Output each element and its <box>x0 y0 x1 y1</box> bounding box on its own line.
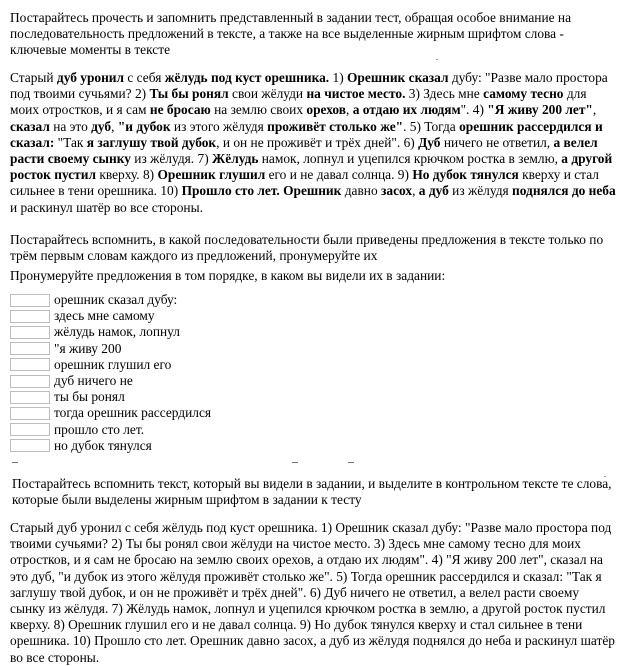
bold-keyword: а велел расти своему сынку <box>10 134 598 167</box>
story-text: 1) <box>329 70 348 85</box>
story-with-bold-keywords <box>10 70 616 216</box>
bold-keyword: дуб <box>91 118 112 134</box>
story-text: , <box>592 102 597 118</box>
story-text: "Так <box>54 134 87 150</box>
order-number-input[interactable] <box>10 326 50 339</box>
bold-keyword: а отдаю их людям <box>352 102 461 118</box>
bold-keyword: орешник рассердился и сказал: <box>10 118 603 150</box>
order-number-input[interactable] <box>10 407 50 420</box>
story-text: кверху и стал сильнее в тени орешника. 10) <box>10 167 599 199</box>
control-instruction: Постарайтесь вспомнить текст, который вы видели в задании, и выделите в контрольном тексте те слова, которые были выделены жирным шрифтом в задании к тесту <box>12 476 612 508</box>
story-text: с себя <box>124 70 165 85</box>
bold-keyword: орехов <box>306 102 346 118</box>
numbering-row <box>10 308 410 324</box>
bold-keyword: засох <box>381 183 413 199</box>
bold-keyword: дуб уронил <box>56 70 125 85</box>
story-text: свои жёлуди <box>228 86 307 102</box>
bold-keyword: я заглушу твой дубок <box>86 134 217 150</box>
sentence-start-label: но дубок тянулся <box>54 437 152 453</box>
story-text: , и он не проживёт и трёх дней". 6) <box>216 134 419 150</box>
bold-keyword: проживёт столько же" <box>267 118 404 134</box>
order-number-input[interactable] <box>10 391 50 404</box>
bold-keyword: а дуб <box>418 183 449 199</box>
bold-keyword: самому тесно <box>483 86 564 102</box>
order-number-input[interactable] <box>10 342 50 355</box>
story-text: , <box>111 118 118 134</box>
story-text: намок, лопнул и уцепился крючком ростка в землю, <box>258 151 562 167</box>
numbering-row <box>10 389 410 405</box>
numbering-row <box>10 438 410 454</box>
numbering-row <box>10 324 410 340</box>
story-text: его и не давал солнца. 9) <box>265 167 413 183</box>
sentence-start-label: жёлудь намок, лопнул <box>54 324 180 340</box>
story-text: на землю своих <box>210 102 307 118</box>
bold-keyword: Жёлудь <box>212 151 259 167</box>
divider-mark <box>292 462 298 463</box>
story-text: , <box>346 102 353 118</box>
order-number-input[interactable] <box>10 358 50 371</box>
order-number-input[interactable] <box>10 294 50 307</box>
divider-mark <box>348 462 354 463</box>
bold-keyword: Орешник глушил <box>157 167 266 183</box>
story-text: Старый <box>10 70 57 85</box>
sentence-start-label: тогда орешник рассердился <box>54 405 212 421</box>
order-number-input[interactable] <box>10 439 50 452</box>
bold-keyword: не бросаю <box>149 102 211 118</box>
bold-keyword: а другой росток пустил <box>10 151 613 183</box>
sentence-start-label: дуб ничего не <box>54 372 133 388</box>
bold-keyword: Орешник сказал <box>347 70 449 85</box>
story-text: , <box>412 183 419 199</box>
sentence-start-label: прошло сто лет. <box>54 421 145 437</box>
sentence-start-label: здесь мне самому <box>54 308 155 324</box>
bold-keyword: жёлудь под куст орешника. <box>164 70 330 85</box>
bold-keyword: на чистое место. <box>306 86 406 102</box>
sentence-start-label: орешник глушил его <box>54 356 172 372</box>
bold-keyword: сказал <box>10 118 50 134</box>
numbering-row <box>10 357 410 373</box>
bold-keyword: Дуб <box>418 134 441 150</box>
control-text[interactable]: Старый дуб уронил с себя жёлудь под куст орешника. 1) Орешник сказал дубу: "Разве мало простора под твоими сучьями? 2) Ты бы ронял свои жёлуди на чистое место. 3) Здесь мне самому тесно для моих отростков, и я сам не бросаю на землю своих орехов, а отдаю их людям". 4) "Я живу 200 лет", сказал на это дуб, "и дубок из этого жёлудя проживёт столько же". 5) Тогда орешник рассердился и сказал: "Так я заглушу твой дубок, и он не проживёт и трёх дней". 6) Дуб ничего не ответил, а велел расти своему сынку из жёлудя. 7) Жёлудь намок, лопнул и уцепился крючком ростка в землю, а другой росток пустил кверху. 8) Орешник глушил его и не давал солнца. 9) Но дубок тянулся кверху и стал сильнее в тени орешника. 10) Прошло сто лет. Орешник давно засох, а дуб из жёлудя поднялся до неба и раскинул шатёр во все стороны. <box>10 520 615 665</box>
story-text: . 5) Тогда <box>403 118 460 134</box>
story-text: из жёлудя <box>448 183 513 199</box>
bold-keyword: "и дубок <box>117 118 171 134</box>
sentence-start-label: орешник сказал дубу: <box>54 292 178 307</box>
story-text: на это <box>49 118 92 134</box>
order-number-input[interactable] <box>10 375 50 388</box>
story-text: и раскинул шатёр во все стороны. <box>10 199 203 215</box>
bold-keyword: Прошло сто лет. Орешник <box>181 183 342 199</box>
divider-mark <box>12 462 18 463</box>
memorize-instruction: Постарайтесь прочесть и запомнить представленный в задании тест, обращая особое внимание на последовательность предложений в тексте, а также на все выделенные жирным шрифтом слова - ключевые моменты в тексте <box>10 10 572 58</box>
story-text: из жёлудя. 7) <box>130 151 213 167</box>
bold-keyword: Но дубок тянулся <box>412 167 519 183</box>
story-text: давно <box>341 183 381 199</box>
numbering-list <box>10 292 410 454</box>
story-text: кверху. 8) <box>96 167 158 183</box>
stray-dot <box>436 59 438 60</box>
numbering-row <box>10 341 410 357</box>
story-text: дубу: "Разве мало простора под твоими сучьями? 2) <box>10 70 608 102</box>
sentence-start-label: "я живу 200 <box>54 340 122 356</box>
numbering-row <box>10 373 410 389</box>
numbering-row <box>10 422 410 438</box>
story-text: из этого жёлудя <box>170 118 268 134</box>
recall-order-instruction: Постарайтесь вспомнить, в какой последовательности были приведены предложения в тексте только по трём первым словам каждого из предложений, пронумеруйте их <box>10 232 604 264</box>
numbering-row <box>10 292 410 308</box>
bold-keyword: Ты бы ронял <box>149 86 229 102</box>
numbering-row <box>10 405 410 421</box>
sentence-start-label: ты бы ронял <box>54 389 125 405</box>
story-text: ". 4) <box>460 102 488 118</box>
story-text: ничего не ответил, <box>440 134 554 150</box>
numbering-prompt: Пронумеруйте предложения в том порядке, в каком вы видели их в задании: <box>10 268 446 283</box>
bold-keyword: "Я живу 200 лет" <box>487 102 593 118</box>
story-text: для моих отростков, и я сам <box>10 86 587 118</box>
story-text: 3) Здесь мне <box>405 86 484 102</box>
order-number-input[interactable] <box>10 423 50 436</box>
bold-keyword: поднялся до неба <box>512 183 616 199</box>
order-number-input[interactable] <box>10 310 50 323</box>
